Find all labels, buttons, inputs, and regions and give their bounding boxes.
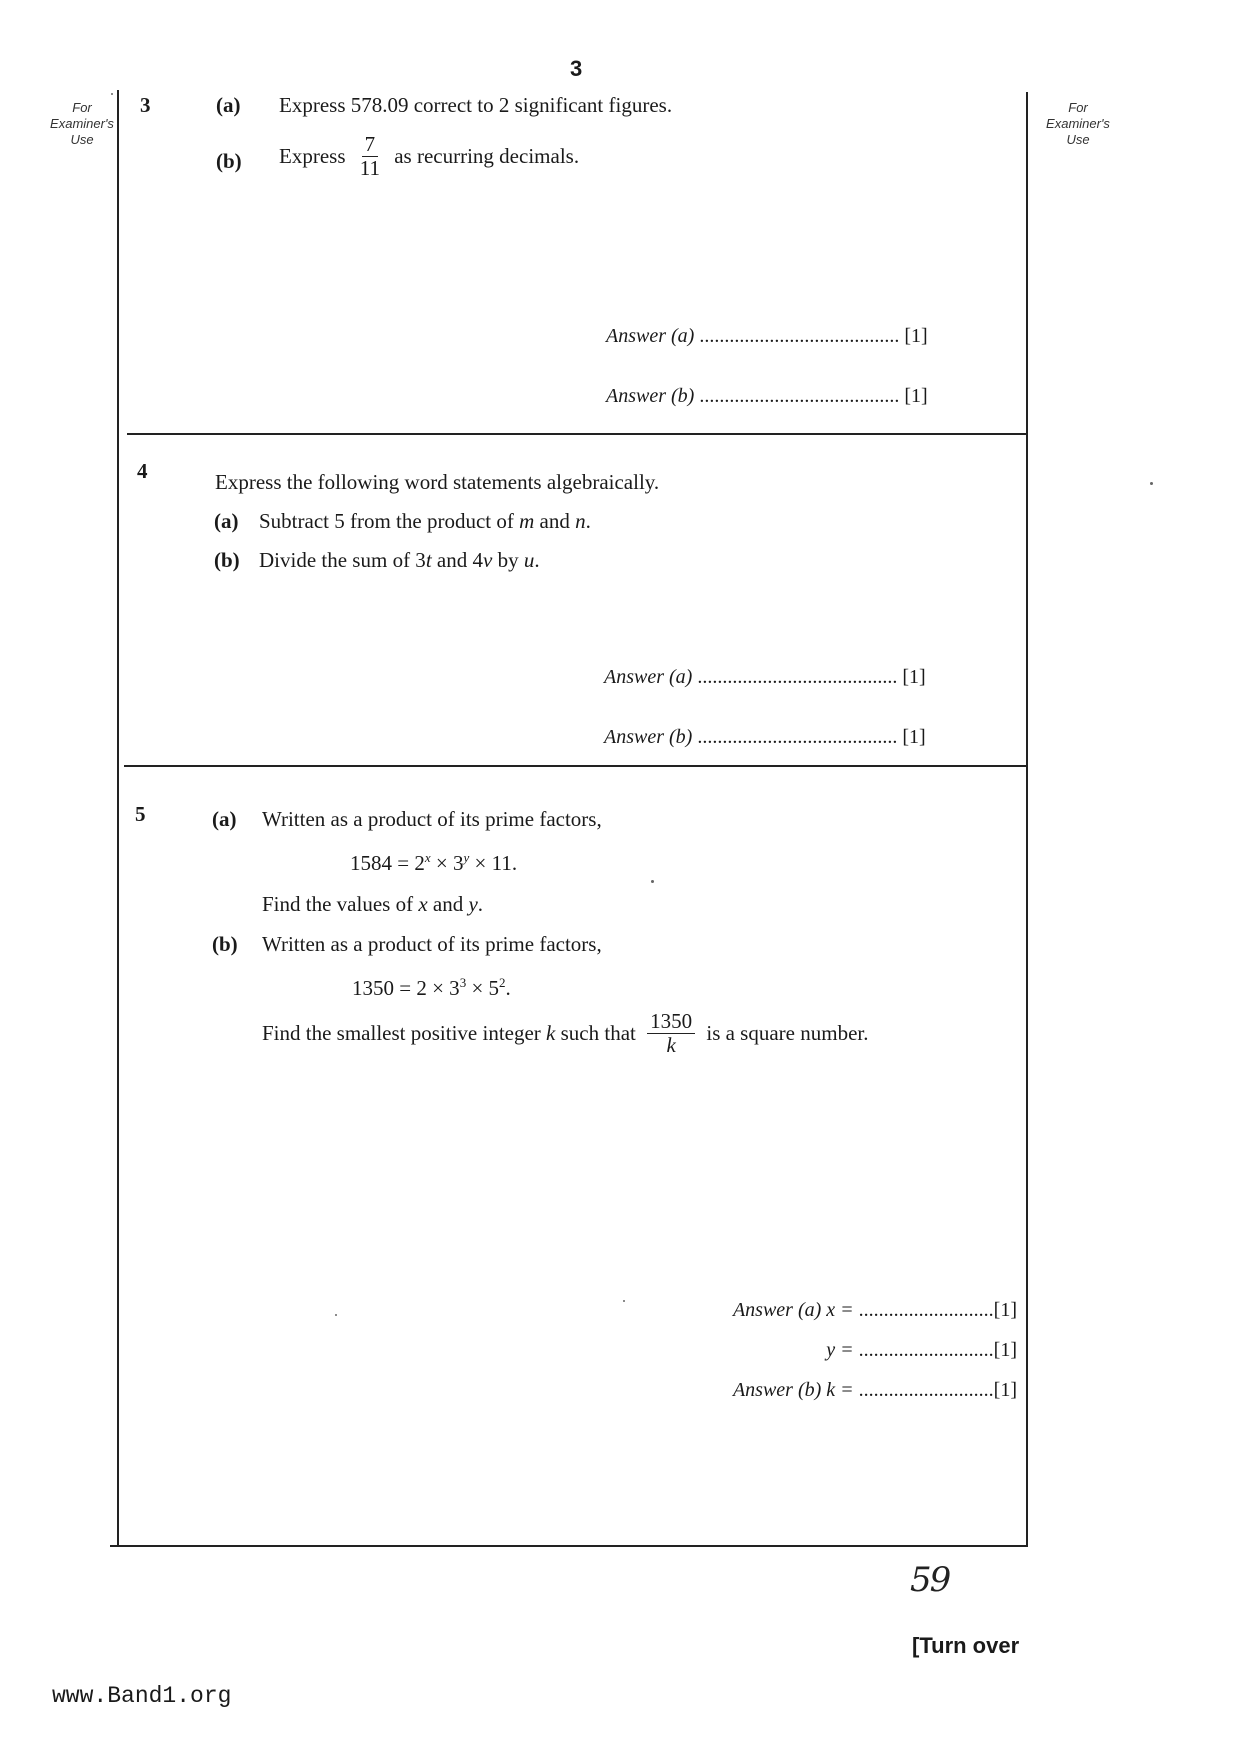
q3-answer-b-label: Answer (b) [606, 385, 695, 407]
q4-a-pre: Subtract 5 from the product of [259, 509, 514, 533]
q5-b-find-k: k [546, 1021, 556, 1046]
q5-a-eq-y: y [463, 850, 470, 865]
turn-over: [Turn over [912, 1633, 1020, 1658]
q5-a-find-x: x [418, 892, 428, 916]
handwritten-score: 59 [910, 1560, 950, 1600]
q3-answer-a-mark: [1] [904, 325, 928, 347]
q5-b-frac-den: k [666, 1033, 676, 1058]
q3-answer-b-mark: [1] [904, 385, 928, 407]
q4-b-pre: Divide the sum of 3 [259, 548, 426, 572]
q5-answer-bk-mark: [1] [993, 1379, 1017, 1401]
q5-a-find-end: . [477, 892, 484, 916]
q5-b-eq-exp2: 2 [499, 975, 506, 990]
scan-speck [111, 93, 113, 95]
q5-b-text: Written as a product of its prime factors, [262, 932, 602, 956]
q5-a-eq-lhs: 1584 = 2 [350, 851, 425, 875]
q5-number: 5 [135, 802, 146, 826]
q4-a-text [259, 509, 591, 534]
q4-intro: Express the following word statements algebraically. [215, 470, 660, 494]
q4-answer-b [604, 726, 926, 749]
q3-b-post: as recurring decimals. [394, 144, 580, 169]
q4-a-n: n [575, 509, 586, 533]
q5-answer-bk-label: Answer (b) k = [732, 1379, 854, 1401]
q3-a-text: Express 578.09 correct to 2 significant figures. [279, 93, 673, 117]
q5-a-find-and: and [432, 892, 464, 916]
q3-answer-a-label: Answer (a) [606, 325, 695, 347]
q4-b-v: v [482, 548, 493, 572]
q4-answer-a-dots[interactable]: ........................................ [697, 666, 898, 688]
q5-answer-ay [826, 1339, 1017, 1362]
q4-b-end: . [534, 548, 540, 572]
q5-b-eq: 1350 = 2 × 3 [352, 976, 460, 1000]
q5-answer-bk [733, 1379, 1017, 1402]
q4-a-label: (a) [214, 509, 239, 533]
q5-answer-ax [733, 1299, 1017, 1322]
q3-b-label: (b) [216, 149, 242, 173]
q4-answer-b-label: Answer (b) [604, 726, 693, 748]
q5-b-find-post: is a square number. [706, 1021, 869, 1046]
q4-a-m: m [519, 509, 535, 533]
q5-answer-ax-label: Answer (a) x = [732, 1299, 854, 1321]
q5-b-find-mid: such that [560, 1021, 636, 1046]
q4-b-mid2: by [497, 548, 519, 572]
q4-a-mid: and [539, 509, 570, 533]
q5-a-eq-end: × 11. [474, 851, 518, 875]
q4-answer-a [604, 666, 926, 689]
q3-answer-a-dots[interactable]: ........................................ [699, 325, 900, 347]
q5-b-equation [352, 975, 511, 1001]
q3-answer-b [606, 385, 928, 408]
examiner-use-right: For Examiner's Use [1046, 100, 1110, 147]
q5-answer-bk-dots[interactable]: ........................... [858, 1379, 994, 1401]
footer-url: www.Band1.org [52, 1683, 232, 1709]
q3-b-denominator: 11 [359, 156, 380, 181]
q3-b-fraction [357, 133, 383, 180]
q3-b-numerator: 7 [362, 133, 379, 157]
q5-b-frac-num: 1350 [647, 1010, 695, 1034]
q4-answer-a-mark: [1] [902, 666, 926, 688]
page-number: 3 [570, 56, 583, 81]
scan-speck [651, 880, 654, 883]
q5-a-eq-x: x [424, 850, 431, 865]
q3-answer-a [606, 325, 928, 348]
q5-b-label: (b) [212, 932, 238, 956]
q4-answer-a-label: Answer (a) [604, 666, 693, 688]
q5-b-eq-exp1: 3 [459, 975, 467, 990]
q5-b-eq-mid: × 5 [471, 976, 500, 1000]
q4-b-mid: and 4 [436, 548, 483, 572]
q5-b-eq-end: . [505, 976, 511, 1000]
frame-bottom-line [110, 1545, 1028, 1547]
q5-answer-ay-label: y = [826, 1339, 854, 1361]
q4-answer-b-mark: [1] [902, 726, 926, 748]
q4-number: 4 [137, 459, 148, 483]
examiner-use-left: For Examiner's Use [50, 100, 114, 147]
q5-answer-ax-dots[interactable]: ........................... [858, 1299, 994, 1321]
q5-a-find [262, 892, 483, 917]
scan-speck [1150, 482, 1153, 485]
q5-a-find-y: y [468, 892, 478, 916]
q5-answer-ay-mark: [1] [993, 1339, 1017, 1361]
q5-a-label: (a) [212, 807, 237, 831]
q5-answer-ay-dots[interactable]: ........................... [858, 1339, 994, 1361]
q4-a-end: . [585, 509, 591, 533]
q4-b-u: u [523, 548, 535, 572]
divider-q4-q5 [124, 765, 1027, 767]
q3-a-label: (a) [216, 93, 241, 117]
frame-right-line [1026, 92, 1028, 1547]
q5-b-find [262, 1010, 868, 1057]
q5-b-fraction [647, 1010, 695, 1057]
divider-q3-q4 [127, 433, 1027, 435]
q3-answer-b-dots[interactable]: ........................................ [699, 385, 900, 407]
q3-number: 3 [140, 93, 151, 117]
scan-speck [623, 1300, 625, 1302]
q5-a-equation [350, 850, 517, 876]
q4-b-text [259, 548, 540, 573]
q5-a-eq-mid: × 3 [435, 851, 464, 875]
q5-a-text: Written as a product of its prime factors, [262, 807, 602, 831]
q4-b-label: (b) [214, 548, 240, 572]
q5-a-find-pre: Find the values of [262, 892, 414, 916]
q5-answer-ax-mark: [1] [993, 1299, 1017, 1321]
q5-b-find-pre: Find the smallest positive integer [262, 1021, 541, 1046]
scan-speck [335, 1314, 337, 1316]
q4-answer-b-dots[interactable]: ........................................ [697, 726, 898, 748]
q3-b-text [279, 133, 579, 180]
frame-left-line [117, 90, 119, 1545]
q3-b-pre: Express [279, 144, 346, 169]
q4-b-t: t [425, 548, 432, 572]
